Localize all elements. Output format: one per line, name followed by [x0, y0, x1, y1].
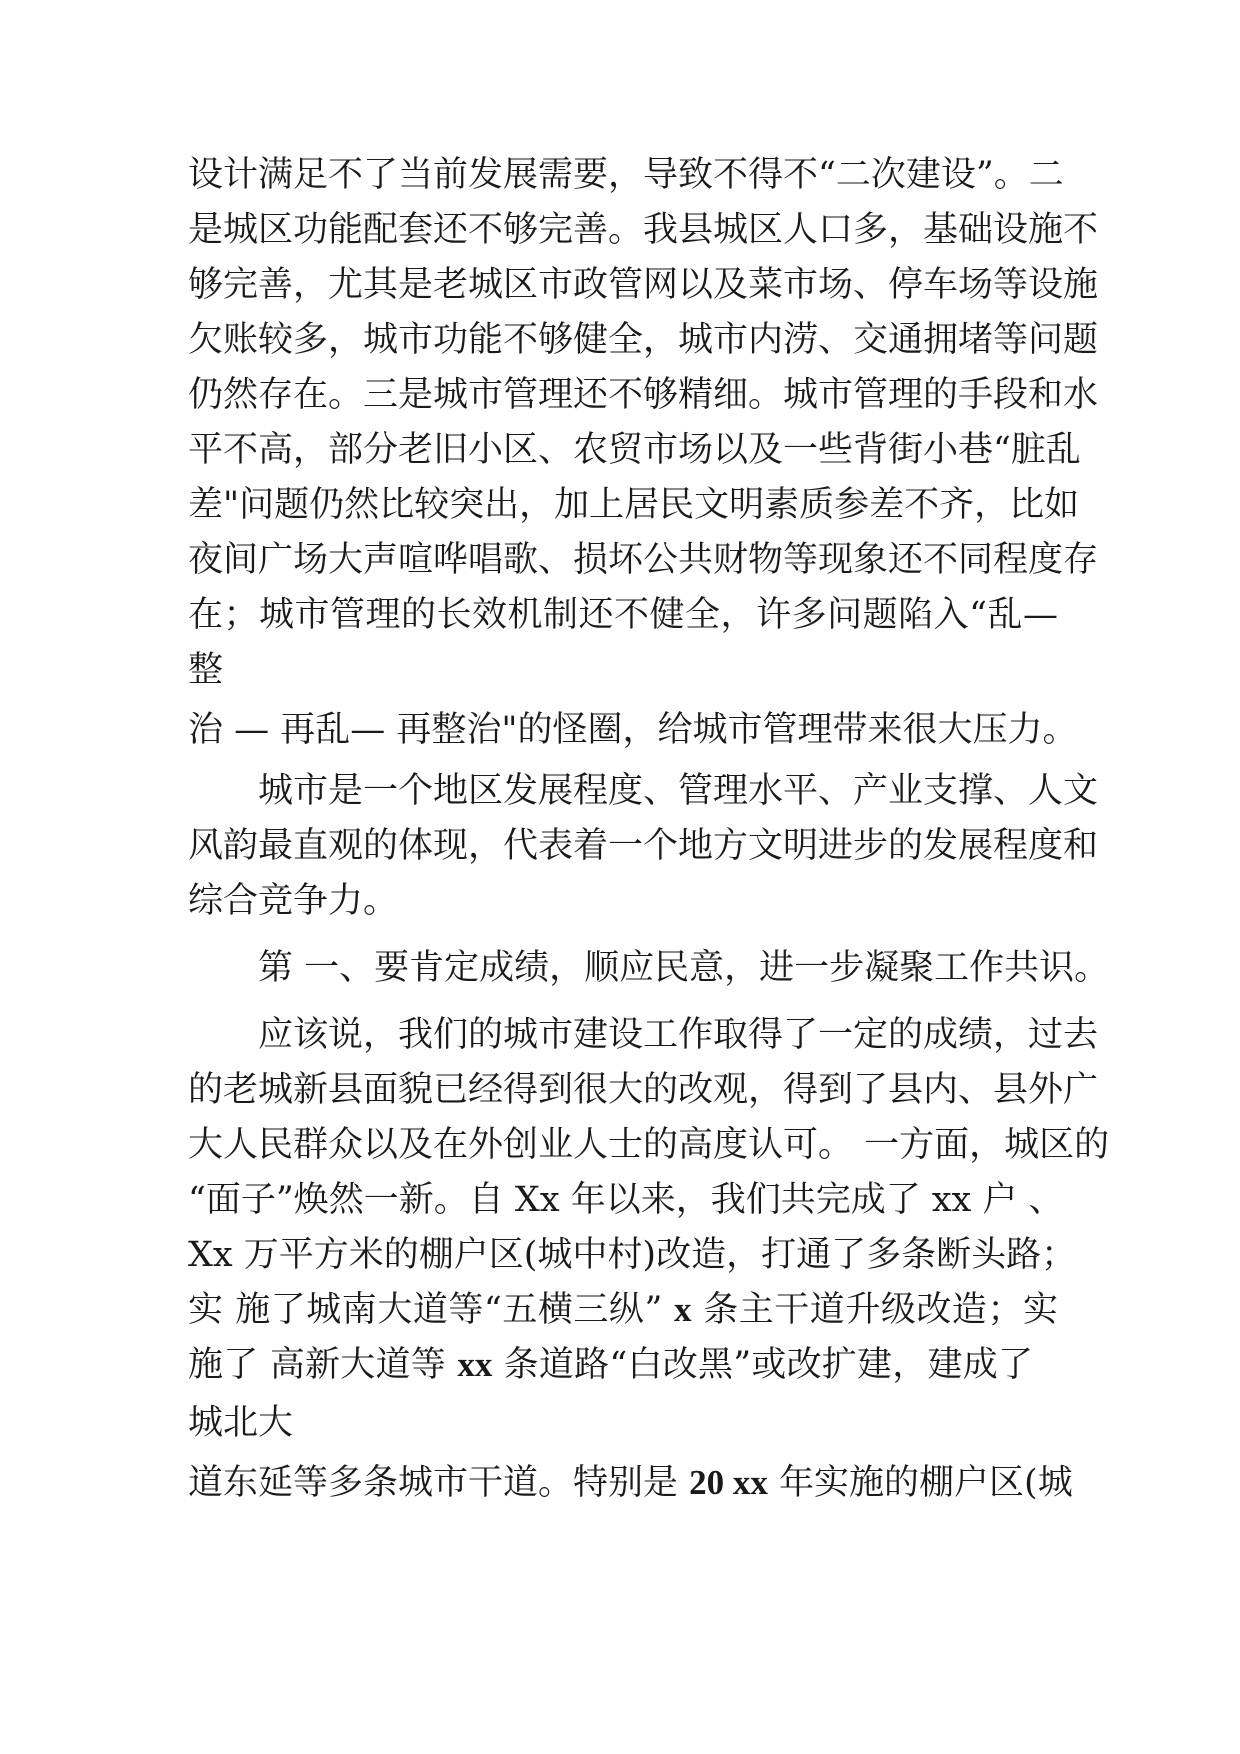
text-line: 设计满足不了当前发展需要，导致不得不“二次建设”。二	[188, 155, 1064, 195]
text-line: 平不高，部分老旧小区、农贸市场以及一些背街小巷“脏乱	[188, 430, 1081, 470]
text-line	[188, 1460, 1073, 1506]
text-segment: 实 施了城南大道等“五横三纵”	[188, 1290, 663, 1330]
text-line: Xx 万平方米的棚户区(城中村)改造，打通了多条断头路；	[188, 1235, 1077, 1275]
text-segment: 道东延等多条城市干道。特别是	[188, 1463, 679, 1503]
bold-number: x	[674, 1290, 692, 1329]
text-line: 整	[188, 650, 224, 690]
section-heading: 第 一、要肯定成绩，顺应民意，进一步凝聚工作共识。	[258, 948, 1110, 988]
text-line: 欠账较多，城市功能不够健全，城市内涝、交通拥堵等问题	[188, 320, 1099, 360]
bold-number: 20 xx	[689, 1463, 768, 1502]
text-line: 风韵最直观的体现，代表着一个地方文明进步的发展程度和	[188, 826, 1099, 866]
text-line: 治 — 再乱— 再整治"的怪圈，给城市管理带来很大压力。	[188, 710, 1078, 750]
text-line: 城北大	[188, 1403, 294, 1443]
text-segment: 施了 高新大道等	[188, 1345, 446, 1385]
text-line: 差"问题仍然比较突出，加上居民文明素质参差不齐，比如	[188, 485, 1080, 525]
text-line: 应该说，我们的城市建设工作取得了一定的成绩，过去	[258, 1015, 1099, 1055]
text-line: 综合竞争力。	[188, 881, 399, 921]
text-line: 在；城市管理的长效机制还不健全，许多问题陷入“乱—	[188, 595, 1058, 635]
text-line: 夜间广场大声喧哗唱歌、损坏公共财物等现象还不同程度存	[188, 540, 1099, 580]
text-segment: 年实施的棚户区(城	[779, 1463, 1073, 1503]
text-line: 的老城新县面貌已经得到很大的改观，得到了县内、县外广	[188, 1070, 1099, 1110]
text-line	[188, 1342, 1033, 1388]
text-line: 够完善，尤其是老城区市政管网以及菜市场、停车场等设施	[188, 265, 1099, 305]
text-line: “面子”焕然一新。自 Xx 年以来，我们共完成了 xx 户 、	[188, 1180, 1064, 1220]
text-segment: 条道路“白改黑”或改扩建，建成了	[503, 1345, 1033, 1385]
bold-number: xx	[457, 1345, 493, 1384]
text-line: 大人民群众以及在外创业人士的高度认可。 一方面，城区的	[188, 1125, 1110, 1165]
text-line: 城市是一个地区发展程度、管理水平、产业支撑、人文	[258, 771, 1099, 811]
text-line: 是城区功能配套还不够完善。我县城区人口多，基础设施不	[188, 210, 1099, 250]
text-line	[188, 1287, 1058, 1333]
text-segment: 条主干道升级改造；实	[703, 1290, 1058, 1330]
text-line: 仍然存在。三是城市管理还不够精细。城市管理的手段和水	[188, 375, 1099, 415]
